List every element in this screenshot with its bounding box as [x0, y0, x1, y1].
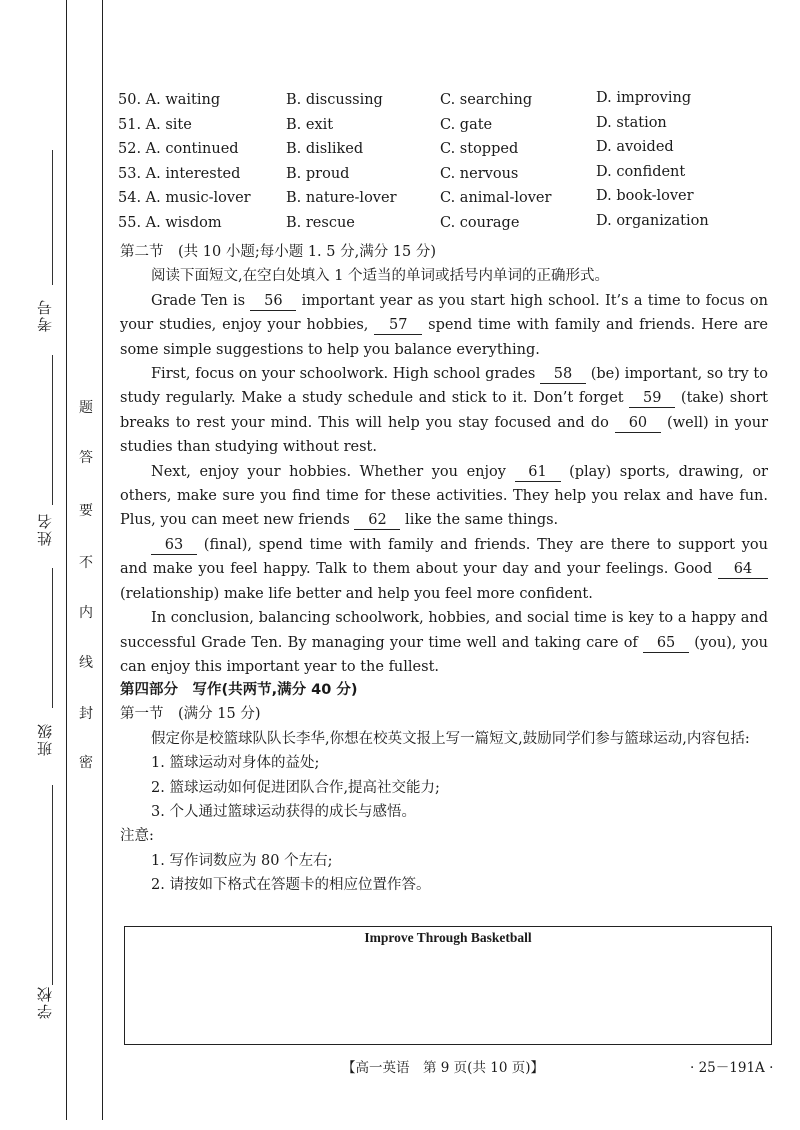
blank-57[interactable]: 57 — [374, 316, 422, 335]
option-b: B. disliked — [286, 141, 364, 158]
essay-title: Improve Through Basketball — [364, 930, 532, 945]
blank-61[interactable]: 61 — [515, 463, 561, 482]
option-a: 53. A. interested — [118, 165, 241, 182]
option-c: C. gate — [440, 116, 493, 133]
seal-char: 要 — [79, 503, 93, 519]
side-line-3 — [52, 568, 53, 708]
class-label: 班级 — [36, 722, 54, 756]
option-b: B. rescue — [286, 214, 355, 231]
section-title: 第二节 (共 10 小题;每小题 1. 5 分,满分 15 分) — [120, 244, 437, 260]
blank-56[interactable]: 56 — [250, 292, 296, 311]
option-d: D. improving — [596, 90, 692, 106]
side-line-2 — [52, 355, 53, 505]
option-b: B. discussing — [286, 92, 383, 108]
margin-rule-inner — [102, 0, 103, 1120]
note-label: 注意: — [120, 828, 154, 845]
writing-prompt: 假定你是校篮球队队长李华,你想在校英文报上写一篇短文,鼓励同学们参与篮球运动,内容包括: — [151, 730, 750, 747]
seal-char: 答 — [79, 450, 93, 466]
option-row — [118, 92, 758, 117]
blank-64[interactable]: 64 — [718, 560, 768, 579]
option-row — [118, 114, 758, 142]
passage-paragraph: First, focus on your schoolwork. High school grades 58 (be) important, so try to study regularly. Make a study schedule and stick to it. Don’t forget 59 (take) short breaks to rest your mind. This will help you stay focused and do 60 (well) in your studies than studying without rest. — [120, 366, 769, 456]
exam-no-label: 考号 — [36, 298, 54, 332]
answer-format-box — [124, 926, 772, 1045]
option-c: C. animal-lover — [440, 190, 552, 207]
cloze-section — [120, 240, 768, 679]
option-d: D. station — [596, 114, 667, 131]
option-row — [118, 190, 758, 215]
passage-paragraph: In conclusion, balancing schoolwork, hobbies, and social time is key to a happy and successful Grade Ten. By managing your time well and taking care of 65 (you), you can enjoy this important year to the fullest. — [120, 610, 768, 675]
option-a: 50. A. waiting — [118, 92, 221, 108]
seal-char: 不 — [79, 555, 93, 571]
seal-char: 封 — [79, 706, 93, 722]
option-d: D. book-lover — [596, 188, 694, 205]
blank-59[interactable]: 59 — [629, 389, 675, 408]
prompt-point: 2. 篮球运动如何促进团队合作,提高社交能力; — [151, 779, 440, 796]
option-row — [118, 163, 758, 191]
option-b: B. proud — [286, 165, 350, 182]
option-row — [118, 212, 758, 240]
seal-char: 内 — [79, 605, 93, 621]
seal-char: 密 — [79, 755, 93, 771]
option-d: D. avoided — [596, 139, 674, 156]
part-title: 第四部分 写作(共两节,满分 40 分) — [120, 682, 358, 698]
school-label: 学校 — [36, 985, 54, 1019]
option-c: C. nervous — [440, 165, 519, 182]
margin-rule-outer — [66, 0, 67, 1120]
paper-code: · 25－191A · — [690, 1060, 774, 1076]
option-c: C. stopped — [440, 141, 519, 158]
option-a: 54. A. music-lover — [118, 190, 251, 207]
option-a: 52. A. continued — [118, 141, 239, 158]
page-footer: 【高一英语 第 9 页(共 10 页)】 — [342, 1060, 544, 1076]
name-label: 姓名 — [36, 512, 54, 546]
prompt-point: 3. 个人通过篮球运动获得的成长与感悟。 — [151, 804, 416, 821]
option-row — [118, 141, 758, 166]
seal-char: 题 — [79, 400, 93, 416]
option-d: D. confident — [596, 163, 686, 180]
passage-paragraph: 63 (final), spend time with family and friends. They are there to support you and make you feel happy. Talk to them about your day and your feelings. Good 64 (relationship) make life better and help you feel more confident. — [120, 536, 768, 602]
note-item: 1. 写作词数应为 80 个左右; — [151, 852, 333, 869]
option-a: 51. A. site — [118, 116, 192, 133]
blank-58[interactable]: 58 — [540, 365, 586, 384]
passage-paragraph: Next, enjoy your hobbies. Whether you enjoy 61 (play) sports, drawing, or others, make sure you find time for these activities. They help you relax and have fun. Plus, you can meet new friends 62 like the same things. — [120, 463, 768, 529]
note-item: 2. 请按如下格式在答题卡的相应位置作答。 — [151, 877, 431, 894]
prompt-point: 1. 篮球运动对身体的益处; — [151, 755, 320, 772]
section-instruction: 阅读下面短文,在空白处填入 1 个适当的单词或括号内单词的正确形式。 — [151, 268, 610, 285]
blank-65[interactable]: 65 — [643, 634, 689, 653]
blank-60[interactable]: 60 — [615, 414, 661, 433]
option-a: 55. A. wisdom — [118, 214, 222, 231]
answer-options — [118, 92, 758, 240]
side-line-4 — [52, 785, 53, 985]
option-c: C. courage — [440, 214, 520, 231]
writing-section — [120, 678, 768, 898]
option-c: C. searching — [440, 92, 533, 108]
option-b: B. exit — [286, 116, 334, 133]
passage-paragraph: Grade Ten is 56 important year as you start high school. It’s a time to focus on your studies, enjoy your hobbies, 57 spend time with family and friends. Here are some simple suggestions to help you balance everything. — [120, 292, 768, 358]
blank-63[interactable]: 63 — [151, 536, 197, 555]
side-line-1 — [52, 150, 53, 285]
blank-62[interactable]: 62 — [354, 511, 400, 530]
option-d: D. organization — [596, 212, 709, 229]
seal-char: 线 — [79, 655, 93, 671]
option-b: B. nature-lover — [286, 190, 397, 207]
subsection-title: 第一节 (满分 15 分) — [120, 706, 261, 723]
